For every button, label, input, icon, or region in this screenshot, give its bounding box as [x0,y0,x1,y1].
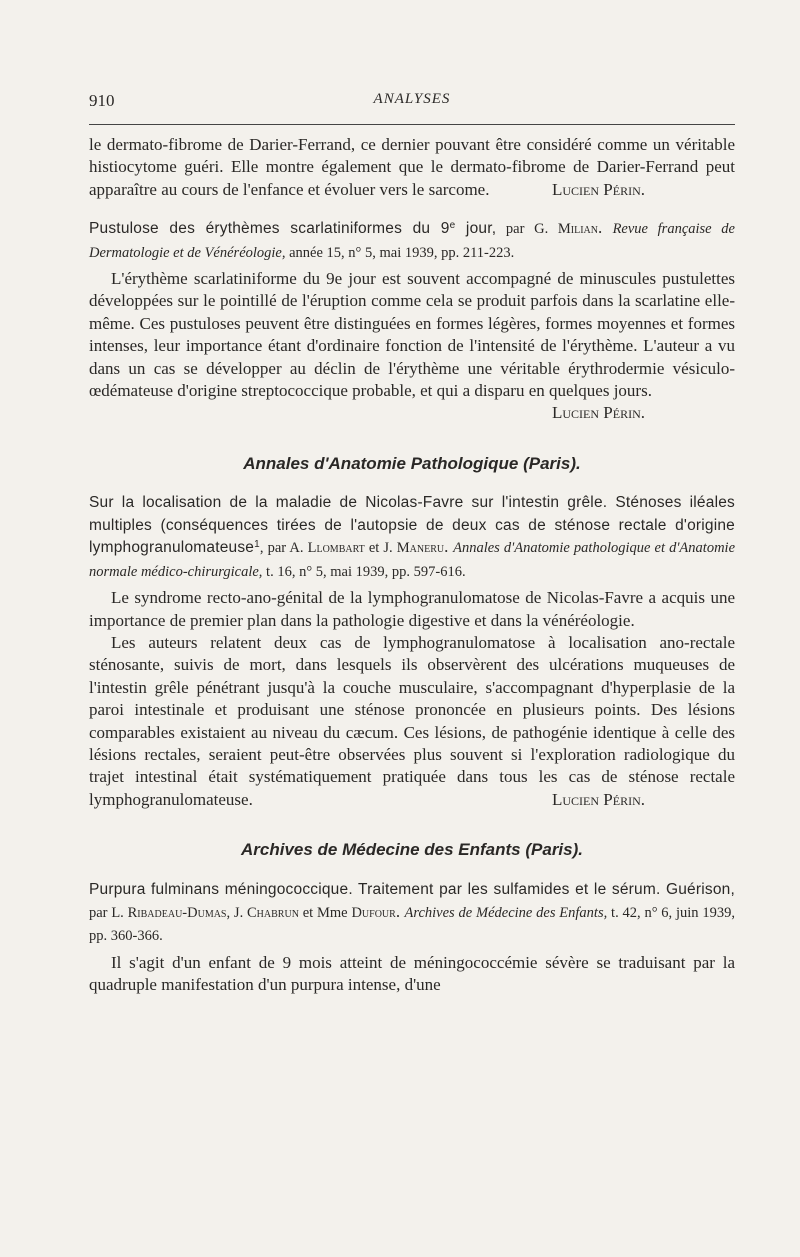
page-header [89,91,735,115]
article0-signature: Lucien Périn. [552,179,645,199]
article2-author2: Maneru [396,540,445,557]
article2-title-sup: 1 [254,539,260,551]
article3-author1: Ribadeau-Dumas [127,904,227,921]
article1-heading: Pustulose des érythèmes scarlatiniformes du 9e jour, par G. Milian. Revue française de Dermatologie et de Vénéréologie, année 15, n° 5, mai 1939, pp. 211-223. [89,218,735,261]
running-title: ANALYSES [373,91,451,107]
article1-citation: année 15, n° 5, mai 1939, pp. 211-223. [285,244,515,261]
article3-journal: Archives de Médecine des Enfants, [404,904,608,921]
article2-para2-text: Les auteurs relatent deux cas de lymphogranulomatose à localisation ano-rectale sténosante, suivis de mort, dans lesquels ils observèrent des ulcérations muqueuses de l'intestin grêle pénétrant jusqu'à la couche musculaire, s'accompagnant d'hyperplasie de la paroi intestinale et produisant une sténose prononcée en plusieurs points. Des lésions comparables existaient au niveau du cæcum. Ces lésions, de pathogénie identique à celle des lésions rectales, seraient peut-être observées plus souvent si l'exploration radiologique du trajet intestinal était systématiquement pratiquée dans tous les cas de sténose rectale lymphogranulomateuse. [89,632,735,809]
article3-sep1: , J. [226,904,248,921]
article3-heading: Purpura fulminans méningococcique. Traitement par les sulfamides et le sérum. Guérison, par L. Ribadeau-Dumas, J. Chabrun et Mme Dufour. Archives de Médecine des Enfants, t. 42, n° 6, juin 1939, pp. 360-366. [89,880,735,945]
header-rule [89,124,735,125]
article2-title-text: Sur la localisation de la maladie de Nicolas-Favre sur l'intestin grêle. Sténoses iléales multiples (conséquences tirées de l'autopsie de deux cas de sténose rectale d'origine lymphogranulomateuse [89,494,735,557]
article1-body: L'érythème scarlatiniforme du 9e jour est souvent accompagné de minuscules pustulettes développées sur le pointillé de l'éruption comme cela se produit parfois dans la scarlatine elle-même. Ces pustuloses peuvent être distinguées en formes légères, formes moyennes et formes intenses, leur importance étant d'ordinaire fonction de l'intensité de l'érythème. L'auteur a vu dans un cas se développer au déclin de l'érythème une véritable érythrodermie vésiculo-œdémateuse d'origine streptococcique probable, et qui a disparu en quelques jours. [89,269,735,401]
article1-journal: Revue française de Dermatologie et de Vénéréologie, [89,221,735,261]
article3-title: Purpura fulminans méningococcique. Traitement par les sulfamides et le sérum. Guérison, [89,880,735,898]
article2-heading: Sur la localisation de la maladie de Nicolas-Favre sur l'intestin grêle. Sténoses iléales multiples (conséquences tirées de l'autopsie de deux cas de sténose rectale d'origine lymphogranulomateuse$^1$, par A. Llombart et J. Maneru. Annales d'Anatomie pathologique et d'Anatomie normale médico-chirurgicale, t. 16, n° 5, mai 1939, pp. 597-616. [89,494,736,580]
page-body [89,134,735,997]
article3-by: par L. [89,904,128,921]
article2-para2 [89,632,735,811]
article3-author3: Dufour [351,904,396,921]
article3-citation: t. 42, n° 6, juin 1939, pp. 360-366. [89,904,735,945]
page-number: 910 [89,91,115,110]
article3-author2: Chabrun [247,904,299,921]
article-continuation [89,134,735,201]
article2-author1: Llombart [307,540,365,557]
article2-by: , par A. [259,540,308,557]
article1-title [89,220,496,237]
article2-signature: Lucien Périn. [552,789,645,809]
article2-journal: Annales d'Anatomie pathologique et d'Anatomie normale médico-chirurgicale, [89,540,736,580]
article1-by: par G. [496,221,558,238]
article1-title-text: Pustulose des érythèmes scarlatiniformes du 9 [89,220,450,238]
article2-and: et J. [364,540,397,557]
article3-sep2: et Mme [298,904,352,921]
article1-title-sup: e [449,220,456,232]
article1-author: Milian [557,221,598,238]
article2-para1: Le syndrome recto-ano-génital de la lymphogranulomatose de Nicolas-Favre a acquis une importance de premier plan dans la pathologie digestive et dans la vénéréologie. [89,588,735,630]
article1-signature: Lucien Périn. [552,403,645,423]
article0-text: le dermato-fibrome de Darier-Ferrand, ce dernier pouvant être considéré comme un véritable histiocytome guéri. Elle montre également que le dermato-fibrome de Darier-Ferrand peut apparaître au cours de l'enfance et évoluer vers le sarcome. [89,135,735,199]
article1-title-end: jour, [455,220,497,238]
article2-citation: t. 16, n° 5, mai 1939, pp. 597-616. [262,563,466,580]
section-heading-anatomie: Annales d'Anatomie Pathologique (Paris). [243,453,581,473]
article3-body: Il s'agit d'un enfant de 9 mois atteint de méningococcémie sévère se traduisant par la quadruple manifestation d'un purpura intense, d'une [89,952,735,995]
section-heading-enfants: Archives de Médecine des Enfants (Paris). [240,840,583,860]
